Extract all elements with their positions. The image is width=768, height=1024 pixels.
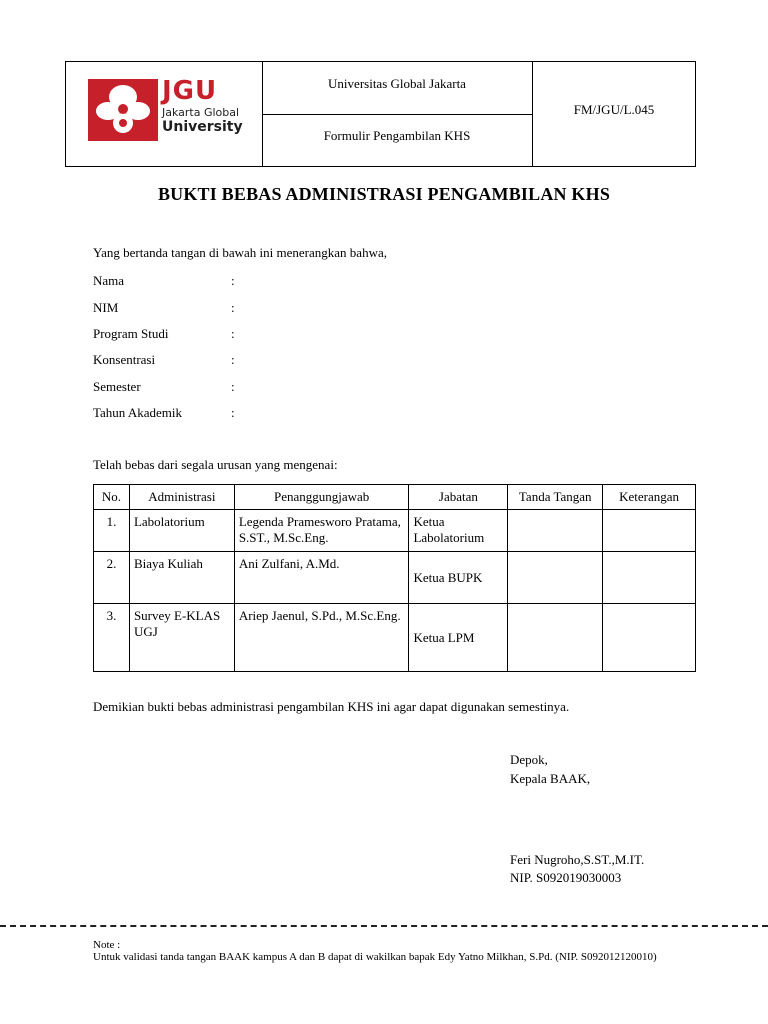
field-label-nim: NIM [93,300,119,315]
cell-no: 3. [94,604,130,672]
field-value-konsentrasi: : [231,352,235,367]
cell-penanggungjawab: Legenda Pramesworo Pratama, S.ST., M.Sc.Eng. [234,510,409,552]
field-label-konsentrasi: Konsentrasi [93,352,156,367]
field-value-program-studi: : [231,326,235,341]
cell-keterangan[interactable] [603,510,696,552]
field-label-program-studi: Program Studi [93,326,169,341]
signature-position: Kepala BAAK, [510,771,591,786]
cell-jabatan: Ketua LPM [409,604,508,672]
note-label: Note : [93,939,121,951]
table-header-row [94,485,696,510]
logo-brand: JGU [162,76,218,106]
cell-no: 2. [94,552,130,604]
cell-penanggungjawab: Ariep Jaenul, S.Pd., M.Sc.Eng. [234,604,409,672]
note-block [93,939,693,963]
form-name: Formulir Pengambilan KHS [262,114,533,166]
signature-nip: NIP. S092019030003 [510,870,622,885]
cell-no: 1. [94,510,130,552]
clearance-text: Telah bebas dari segala urusan yang mengenai: [93,457,338,472]
col-header-keterangan: Keterangan [603,485,696,510]
cell-penanggungjawab: Ani Zulfani, A.Md. [234,552,409,604]
logo-line2: University [162,119,243,135]
logo-line1: Jakarta Global [162,106,240,119]
form-code: FM/JGU/L.045 [573,102,655,117]
dashed-separator [0,925,768,927]
form-header [65,61,696,167]
field-label-tahun-akademik: Tahun Akademik [93,405,182,420]
cell-administrasi: Survey E-KLAS UGJ [129,604,234,672]
logo-wordmark [162,76,243,135]
administration-table [93,484,696,672]
cell-keterangan[interactable] [603,552,696,604]
cell-tanda-tangan[interactable] [508,510,603,552]
table-row [94,510,696,552]
cell-tanda-tangan[interactable] [508,552,603,604]
field-value-nama: : [231,273,235,288]
cell-administrasi: Labolatorium [129,510,234,552]
col-header-administrasi: Administrasi [129,485,234,510]
field-value-semester: : [231,379,235,394]
logo-cell [66,62,263,166]
table-row [94,604,696,672]
col-header-jabatan: Jabatan [409,485,508,510]
col-header-tanda-tangan: Tanda Tangan [508,485,603,510]
document-title: BUKTI BEBAS ADMINISTRASI PENGAMBILAN KHS [157,184,611,204]
jgu-orchid-logo-icon [88,79,158,141]
field-value-tahun-akademik: : [231,405,235,420]
col-header-no: No. [94,485,130,510]
cell-keterangan[interactable] [603,604,696,672]
field-label-nama: Nama [93,273,125,288]
signature-place: Depok, [510,752,548,767]
institution-name: Universitas Global Jakarta [262,62,533,115]
cell-tanda-tangan[interactable] [508,604,603,672]
table-row [94,552,696,604]
field-value-nim: : [231,300,235,315]
col-header-penanggungjawab: Penanggungjawab [234,485,409,510]
intro-text: Yang bertanda tangan di bawah ini menerangkan bahwa, [93,245,387,260]
cell-administrasi: Biaya Kuliah [129,552,234,604]
signature-name: Feri Nugroho,S.ST.,M.IT. [510,852,645,867]
note-text: Untuk validasi tanda tangan BAAK kampus A dan B dapat di wakilkan bapak Edy Yatno Milkhan, S.Pd. (NIP. S092012120010) [93,951,657,963]
cell-jabatan: Ketua BUPK [409,552,508,604]
field-label-semester: Semester [93,379,141,394]
cell-jabatan: Ketua Labolatorium [409,510,508,552]
closing-text: Demikian bukti bebas administrasi pengambilan KHS ini agar dapat digunakan semestinya. [93,699,570,714]
